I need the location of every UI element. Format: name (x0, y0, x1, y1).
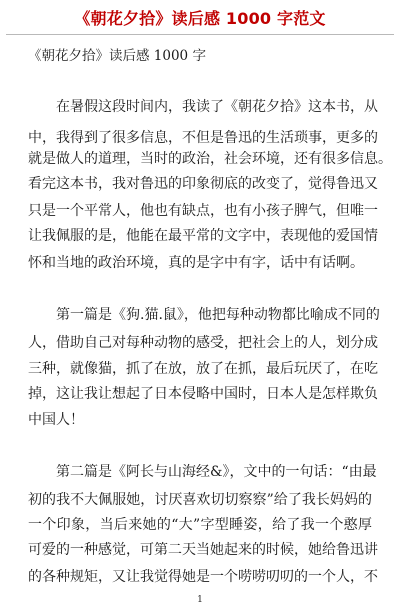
paragraph-2-line-3: 三种，就像猫，抓了在放，放了在抓，最后玩厌了，在吃 (28, 361, 378, 377)
paragraph-1-line-6: 让我佩服的是，他能在最平常的文字中，表现他的爱国情 (28, 228, 378, 244)
document-heading: 《朝花夕拾》读后感 1000 字 (28, 48, 206, 64)
page-title: 《朝花夕拾》读后感 1000 字范文 (74, 9, 326, 28)
paragraph-1-line-1: 在暑假这段时间内，我读了《朝花夕拾》这本书，从 (56, 99, 378, 115)
paragraph-2-line-4: 掉，这让我让想起了日本侵略中国时，日本人是怎样欺负 (28, 386, 378, 402)
page-number: 1 (197, 595, 203, 605)
paragraph-1-line-3: 就是做人的道理，当时的政治，社会环境，还有很多信息。 (28, 151, 392, 167)
title-bar (6, 4, 394, 35)
paragraph-1-line-5: 只是一个平常人，他也有缺点，也有小孩子脾气，但唯一 (28, 203, 378, 219)
paragraph-1-line-7: 怀和当地的政治环境，真的是字中有字，话中有话啊。 (28, 255, 364, 271)
paragraph-3-line-5: 的各种规矩，又让我觉得她是一个唠唠叨叨的一个人，不 (28, 569, 378, 585)
paragraph-1-line-2: 中，我得到了很多信息，不但是鲁迅的生活琐事，更多的 (28, 130, 378, 146)
paragraph-3-line-1: 第二篇是《阿长与山海经&》，文中的一句话：“由最 (56, 464, 377, 480)
paragraph-3-line-4: 可爱的一种感觉，可第二天当她起来的时候，她给鲁迅讲 (28, 542, 378, 558)
paragraph-2-line-2: 人，借助自己对每种动物的感受，把社会上的人，划分成 (28, 335, 378, 351)
paragraph-1-line-4: 看完这本书，我对鲁迅的印象彻底的改变了，觉得鲁迅又 (28, 176, 378, 192)
paragraph-3-line-2: 初的我不大佩服她，讨厌喜欢切切察察”给了我长妈妈的 (28, 492, 372, 508)
paragraph-3-line-3: 一个印象，当后来她的“大”字型睡姿，给了我一个憨厚 (28, 517, 372, 533)
paragraph-2-line-5: 中国人！ (28, 412, 84, 428)
paragraph-2-line-1: 第一篇是《狗.猫.鼠》，他把每种动物都比喻成不同的 (56, 307, 380, 323)
